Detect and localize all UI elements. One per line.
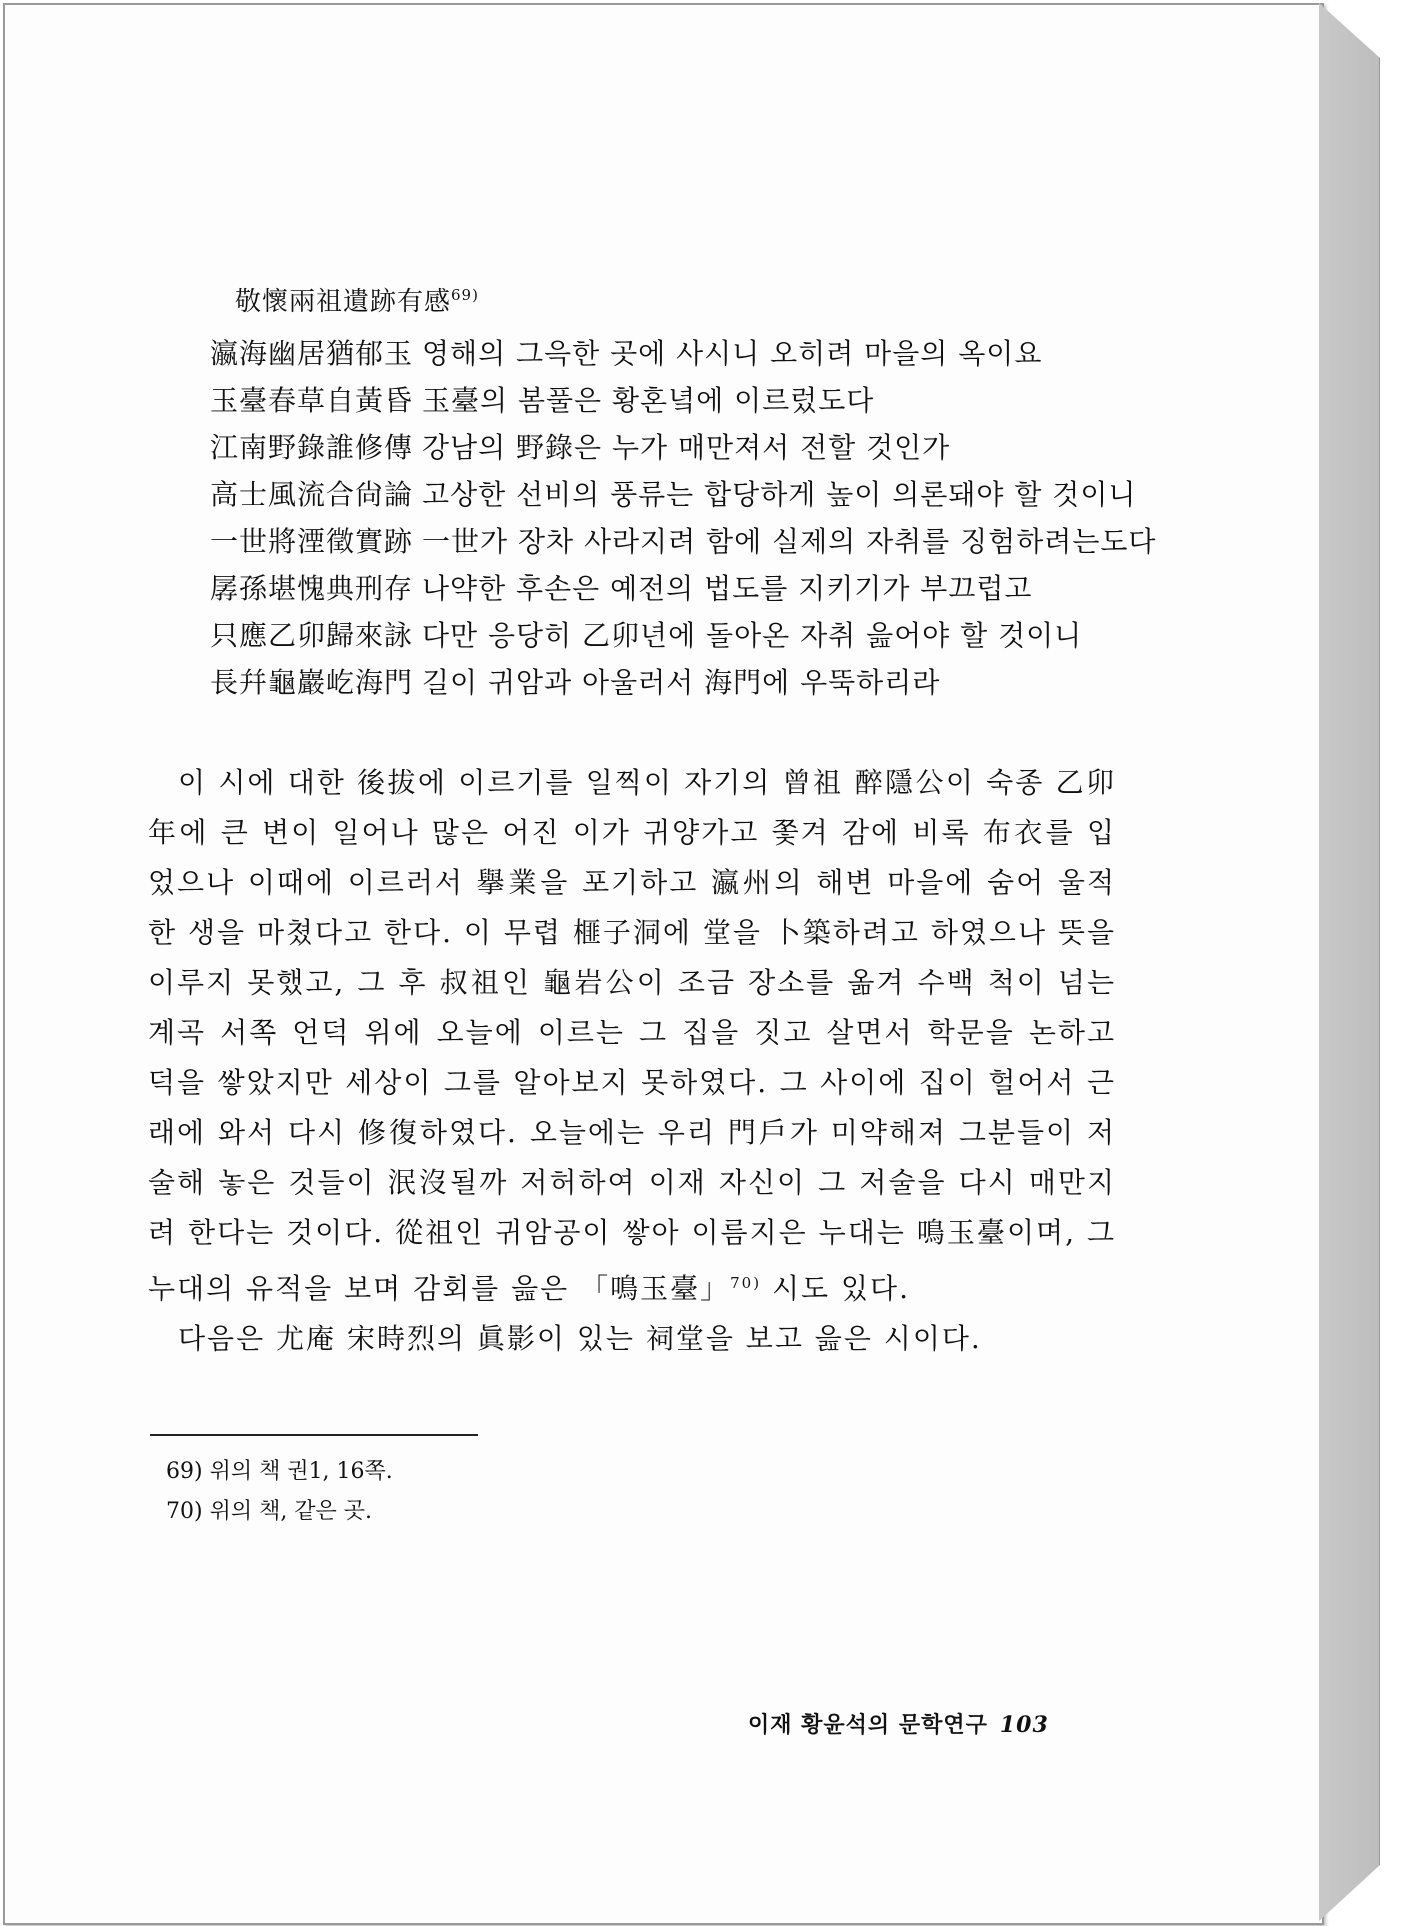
footnote-70: 70) 위의 책, 같은 곳. [166, 1499, 373, 1524]
poem-line-korean: 고상한 선비의 풍류는 합당하게 높이 의론돼야 할 것이니 [422, 478, 1137, 511]
poem-title-text: 敬懷兩祖遺跡有感 [235, 287, 452, 317]
poem-line-chinese: 高士風流合尙論 [210, 478, 414, 511]
commentary-text [148, 758, 1116, 1364]
poem-line-korean: 다만 응당히 乙卯년에 돌아온 자취 읊어야 할 것이니 [422, 619, 1083, 652]
poem-line-korean: 영해의 그윽한 곳에 사시니 오히려 마을의 옥이요 [422, 337, 1043, 370]
poem-line-chinese: 瀛海幽居猶郁玉 [210, 337, 414, 370]
footnotes [166, 1452, 393, 1532]
paragraph [148, 1314, 1116, 1364]
footnote-ref-69: 69) [451, 286, 479, 304]
paragraph-body: 이 시에 대한 後拔에 이르기를 일찍이 자기의 曾祖 醉隱公이 숙종 乙卯年에 큰 변이 일어나 많은 어진 이가 귀양가고 쫓겨 감에 비록 布衣를 입었으나 이때에 이르러서 擧業을 포기하고 瀛州의 해변 마을에 숨어 울적한 생을 마쳤다고 한다. 이 무렵 榧子洞에 堂을 卜築하려고 하였으나 뜻을 이루지 못했고, 그 후 叔祖인 龜岩公이 조금 장소를 옮겨 수백 척이 넘는 계곡 서쪽 언덕 위에 오늘에 이르는 그 집을 짓고 살면서 학문을 논하고 덕을 쌓았지만 세상이 그를 알아보지 못하였다. 그 사이에 집이 헐어서 근래에 와서 다시 修復하였다. 오늘에는 우리 門戶가 미약해져 그분들이 저술해 놓은 것들이 泯沒될까 저허하여 이재 자신이 그 저술을 다시 매만지려 한다는 것이다. 從祖인 귀암공이 쌓아 이름지은 누대는 鳴玉臺이며, 그 누대의 유적을 보며 감회를 읊은 「鳴玉臺」 [148, 766, 1117, 1305]
paragraph [148, 758, 1116, 1314]
poem-title [235, 281, 479, 318]
poem-line-chinese: 江南野錄誰修傳 [210, 431, 414, 464]
poem-line [210, 471, 1156, 518]
poem-line [210, 565, 1156, 612]
paragraph-tail: 시도 있다. [761, 1272, 910, 1305]
poem-block [210, 330, 1156, 706]
poem-line [210, 424, 1156, 471]
poem-line-korean: 길이 귀암과 아울러서 海門에 우뚝하리라 [422, 666, 941, 699]
poem-line-chinese: 孱孫堪愧典刑存 [210, 572, 414, 605]
poem-line [210, 377, 1156, 424]
footnote-ref-70: 70) [730, 1274, 762, 1292]
poem-line [210, 330, 1156, 377]
paragraph-body: 다음은 尤庵 宋時烈의 眞影이 있는 祠堂을 보고 읊은 시이다. [178, 1322, 982, 1355]
page-footer [748, 1708, 1049, 1739]
poem-line-korean: 나약한 후손은 예전의 법도를 지키기가 부끄럽고 [422, 572, 1033, 605]
page-stack-edge [1319, 3, 1380, 1921]
poem-line-chinese: 一世將湮徵實跡 [210, 525, 414, 558]
poem-line-korean: 강남의 野錄은 누가 매만져서 전할 것인가 [422, 431, 951, 464]
poem-line-chinese: 長幷龜巖屹海門 [210, 666, 414, 699]
poem-line-chinese: 只應乙卯歸來詠 [210, 619, 414, 652]
footnote-divider [150, 1434, 478, 1436]
poem-line [210, 612, 1156, 659]
page-number: 103 [999, 1712, 1049, 1738]
poem-line [210, 518, 1156, 565]
footnote-69: 69) 위의 책 권1, 16쪽. [166, 1459, 393, 1484]
running-title: 이재 황윤석의 문학연구 [748, 1712, 988, 1738]
poem-line-korean: 一世가 장차 사라지려 함에 실제의 자취를 징험하려는도다 [422, 525, 1157, 558]
poem-line-chinese: 玉臺春草自黃昏 [210, 384, 414, 417]
poem-line [210, 659, 1156, 706]
poem-line-korean: 玉臺의 봄풀은 황혼녘에 이르렀도다 [422, 384, 875, 417]
